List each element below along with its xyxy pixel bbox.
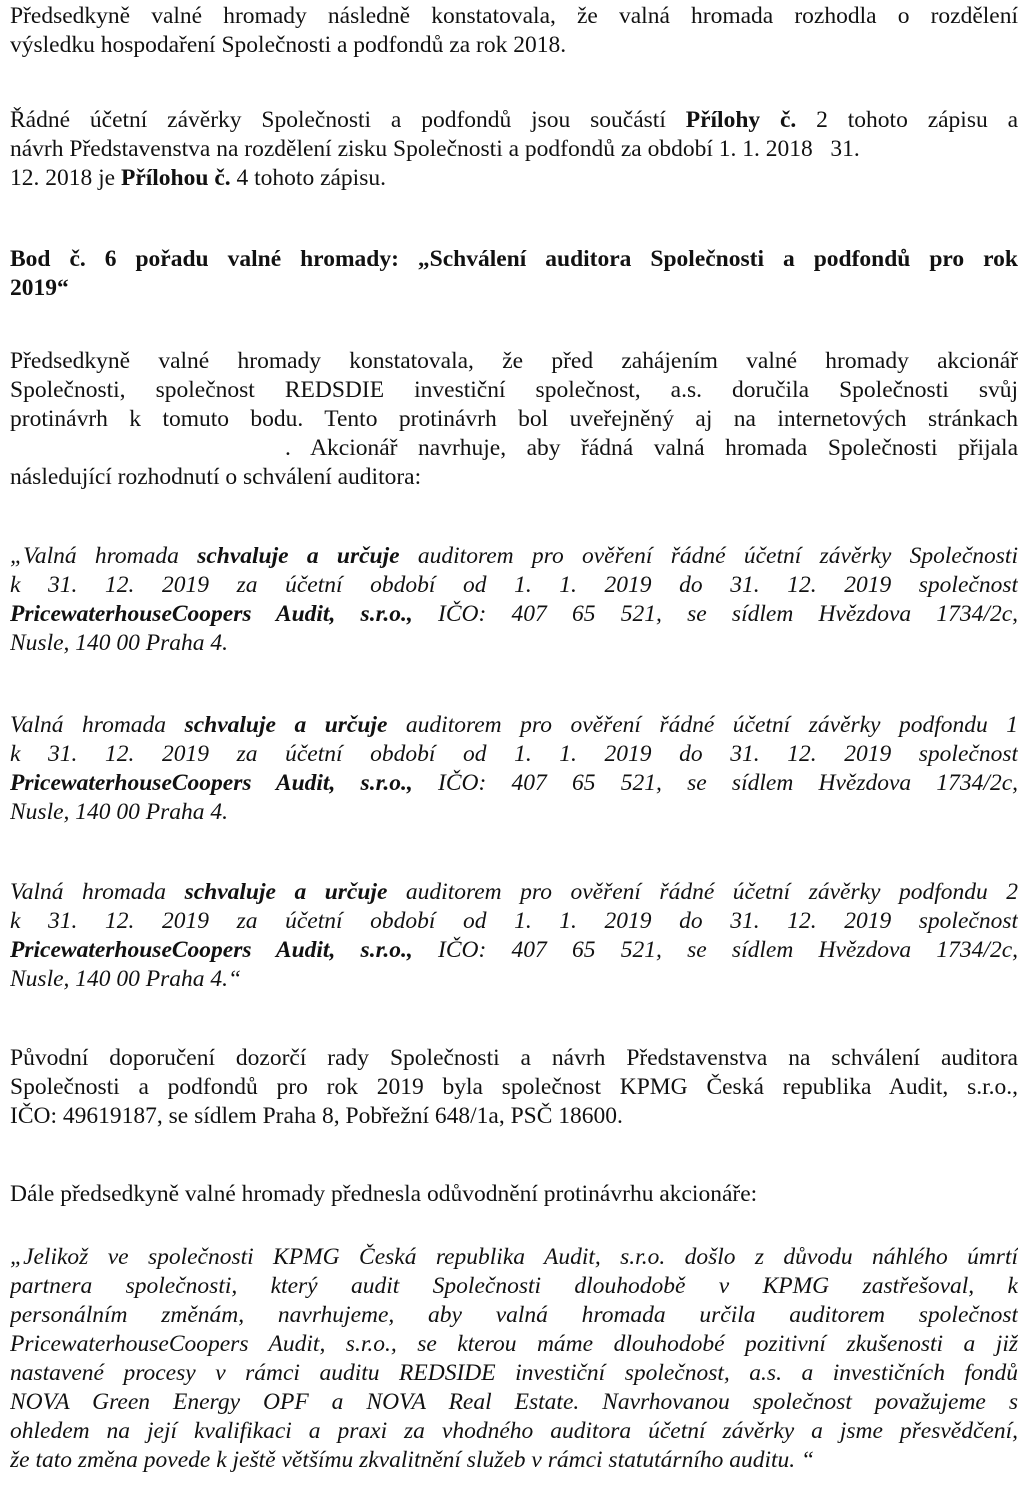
text-line	[10, 164, 1018, 193]
auditor-name: PricewaterhouseCoopers Audit, s.r.o.,	[10, 770, 413, 796]
text-line: že tato změna povede k ještě většímu zkvalitnění služeb v rámci statutárního auditu. “	[10, 1447, 815, 1473]
text-run: schvaluje a určuje	[184, 879, 388, 905]
text-run: „Valná hromada	[10, 543, 179, 569]
text-line: . Akcionář navrhuje, aby řádná valná hromada Společnosti přijala	[285, 435, 1018, 461]
text-line	[10, 878, 1018, 907]
paragraph-financial-statements	[10, 106, 1018, 193]
text-line	[10, 106, 1018, 135]
text-line	[10, 936, 1018, 965]
resolution-company	[10, 542, 1018, 658]
paragraph-original-recommendation	[10, 1044, 1018, 1131]
text-line: Společnosti a podfondů pro rok 2019 byla společnost KPMG Česká republika Audit, s.r.o.,	[10, 1074, 1018, 1100]
text-line: Společnosti, společnost REDSDIE investiční společnost, a.s. doručila Společnosti svůj	[10, 377, 1018, 403]
text-line: výsledku hospodaření Společnosti a podfondů za rok 2018.	[10, 32, 567, 58]
text-line: ohledem na její kvalifikaci a praxi za vhodného auditora účetní závěrky a jsme přesvědčení,	[10, 1418, 1018, 1444]
attachment-reference: Přílohou č.	[120, 165, 231, 191]
paragraph-justification-intro	[10, 1180, 1018, 1209]
text-line: Původní doporučení dozorčí rady Společnosti a návrh Představenstva na schválení auditora	[10, 1045, 1018, 1071]
text-line: PricewaterhouseCoopers Audit, s.r.o., se kterou máme dlouhodobé pozitivní zkušenosti a již	[10, 1331, 1018, 1357]
text-line	[10, 542, 1018, 571]
text-run: 2 tohoto zápisu a	[816, 107, 1018, 133]
auditor-name: PricewaterhouseCoopers Audit, s.r.o.,	[10, 601, 413, 627]
text-line: Předsedkyně valné hromady následně konstatovala, že valná hromada rozhodla o rozdělení	[10, 3, 1018, 29]
text-run: 4 tohoto zápisu.	[236, 165, 386, 191]
text-line: personálním změnám, navrhujeme, aby valná hromada určila auditorem společnost	[10, 1302, 1018, 1328]
text-run: Řádné účetní závěrky Společnosti a podfondů jsou součástí	[10, 107, 666, 133]
quoted-justification	[10, 1243, 1018, 1475]
text-line: Nusle, 140 00 Praha 4.“	[10, 966, 242, 992]
text-run: schvaluje a určuje	[184, 712, 388, 738]
auditor-name: PricewaterhouseCoopers Audit, s.r.o.,	[10, 937, 413, 963]
text-run: Valná hromada	[10, 712, 167, 738]
resolution-subfund-1	[10, 711, 1018, 827]
text-run: auditorem pro ověření řádné účetní závěrky podfondu 1	[405, 712, 1018, 738]
heading-line: 2019“	[10, 275, 69, 301]
text-line: k 31. 12. 2019 za účetní období od 1. 1. 2019 do 31. 12. 2019 společnost	[10, 741, 1018, 767]
text-line: protinávrh k tomuto bodu. Tento protinávrh bol uveřejněný aj na internetových stránkach	[10, 406, 1018, 432]
text-run: IČO: 407 65 521, se sídlem Hvězdova 1734/2c,	[438, 770, 1018, 796]
paragraph-result-distribution	[10, 2, 1018, 60]
text-line	[10, 600, 1018, 629]
text-line: Dále předsedkyně valné hromady přednesla odůvodnění protinávrhu akcionáře:	[10, 1181, 758, 1207]
heading-line: Bod č. 6 pořadu valné hromady: „Schválení auditora Společnosti a podfondů pro rok	[10, 246, 1018, 272]
text-line: Nusle, 140 00 Praha 4.	[10, 799, 229, 825]
text-line: následující rozhodnutí o schválení auditora:	[10, 464, 422, 490]
attachment-reference: Přílohy č.	[685, 107, 797, 133]
text-line: partnera společnosti, který audit Společnosti dlouhodobě v KPMG zastřešoval, k	[10, 1273, 1018, 1299]
text-line: „Jelikož ve společnosti KPMG Česká republika Audit, s.r.o. došlo z důvodu náhlého úmrtí	[10, 1244, 1018, 1270]
text-line: IČO: 49619187, se sídlem Praha 8, Pobřežní 648/1a, PSČ 18600.	[10, 1103, 623, 1129]
text-line: NOVA Green Energy OPF a NOVA Real Estate. Navrhovanou společnost považujeme s	[10, 1389, 1018, 1415]
text-line	[10, 769, 1018, 798]
text-line: nastavené procesy v rámci auditu REDSIDE investiční společnost, a.s. a investičních fondů	[10, 1360, 1018, 1386]
agenda-item-heading	[10, 245, 1018, 303]
paragraph-counterproposal	[10, 347, 1018, 492]
text-run: IČO: 407 65 521, se sídlem Hvězdova 1734/2c,	[438, 601, 1018, 627]
text-line: Předsedkyně valné hromady konstatovala, že před zahájením valné hromady akcionář	[10, 348, 1018, 374]
text-run: 12. 2018 je	[10, 165, 116, 191]
text-run: auditorem pro ověření řádné účetní závěrky podfondu 2	[405, 879, 1018, 905]
text-line: k 31. 12. 2019 za účetní období od 1. 1. 2019 do 31. 12. 2019 společnost	[10, 908, 1018, 934]
text-run: Valná hromada	[10, 879, 167, 905]
text-line	[10, 711, 1018, 740]
text-run: schvaluje a určuje	[197, 543, 400, 569]
text-run: IČO: 407 65 521, se sídlem Hvězdova 1734/2c,	[438, 937, 1018, 963]
text-line: Nusle, 140 00 Praha 4.	[10, 630, 229, 656]
text-run: auditorem pro ověření řádné účetní závěrky Společnosti	[417, 543, 1018, 569]
text-line: návrh Představenstva na rozdělení zisku Společnosti a podfondů za období 1. 1. 2018 31.	[10, 136, 860, 162]
text-line: k 31. 12. 2019 za účetní období od 1. 1. 2019 do 31. 12. 2019 společnost	[10, 572, 1018, 598]
resolution-subfund-2	[10, 878, 1018, 994]
